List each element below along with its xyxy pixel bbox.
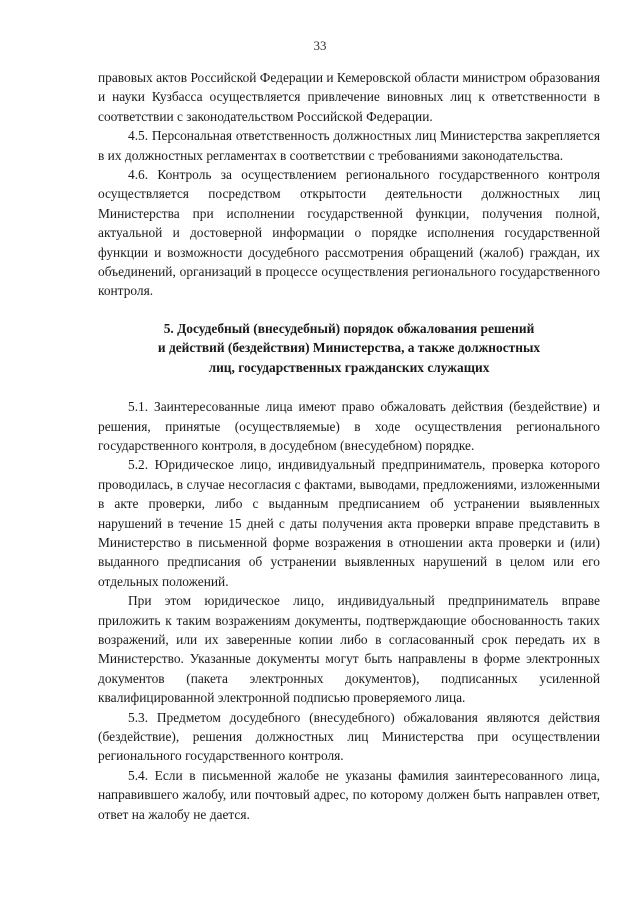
document-body (98, 68, 600, 824)
section-heading (98, 319, 600, 377)
paragraph-continuation: правовых актов Российской Федерации и Кемеровской области министром образования и науки Кузбасса осуществляется привлечение виновных лиц к ответственности в соответствии с законодательством Российской Федерации. (98, 70, 600, 124)
page-number: 33 (313, 38, 327, 53)
section-heading-line-1: 5. Досудебный (внесудебный) порядок обжалования решений (163, 320, 535, 336)
paragraph-5-1: 5.1. Заинтересованные лица имеют право обжаловать действия (бездействие) и решения, принятые (осуществляемые) в ходе осуществления регионального государственного контроля, в досудебном (внесудебном) порядке. (98, 399, 600, 453)
paragraph-5-3: 5.3. Предметом досудебного (внесудебного) обжалования являются действия (бездействие), решения должностных лиц Министерства при осуществлении регионального государственного контроля. (98, 709, 600, 764)
paragraph-5-2-continued: При этом юридическое лицо, индивидуальный предприниматель вправе приложить к таким возражениям документы, подтверждающие обоснованность таких возражений, или их заверенные копии либо в согласованный срок передать их в Министерство. Указанные документы могут быть направлены в форме электронных документов (пакета электронных документов), подписанных усиленной квалифицированной электронной подписью проверяемого лица. (98, 593, 600, 706)
paragraph-4-6: 4.6. Контроль за осуществлением регионального государственного контроля осуществляется посредством открытости деятельности должностных лиц Министерства при исполнении государственной функции, получения полной, актуальной и достоверной информации о порядке исполнения государственной функции и возможности досудебного рассмотрения обращений (жалоб) граждан, их объединений, организаций в процессе осуществления регионального государственного контроля. (98, 167, 600, 299)
section-heading-line-2: и действий (бездействия) Министерства, а также должностных (157, 340, 541, 356)
paragraph-5-2: 5.2. Юридическое лицо, индивидуальный предприниматель, проверка которого проводилась, в случае несогласия с фактами, выводами, предложениями, изложенными в акте проверки, либо с выданным предписанием об устранении выявленных нарушений в течение 15 дней с даты получения акта проверки вправе представить в Министерство в письменной форме возражения в отношении акта проверки и (или) выданного предписания об устранении выявленных нарушений в целом или его отдельных положений. (98, 457, 600, 589)
paragraph-4-5: 4.5. Персональная ответственность должностных лиц Министерства закрепляется в их должностных регламентах в соответствии с требованиями законодательства. (98, 128, 600, 163)
paragraph-5-4: 5.4. Если в письменной жалобе не указаны фамилия заинтересованного лица, направившего жалобу, или почтовый адрес, по которому должен быть направлен ответ, ответ на жалобу не дается. (98, 767, 600, 822)
section-heading-line-3: лиц, государственных гражданских служащих (208, 359, 490, 375)
